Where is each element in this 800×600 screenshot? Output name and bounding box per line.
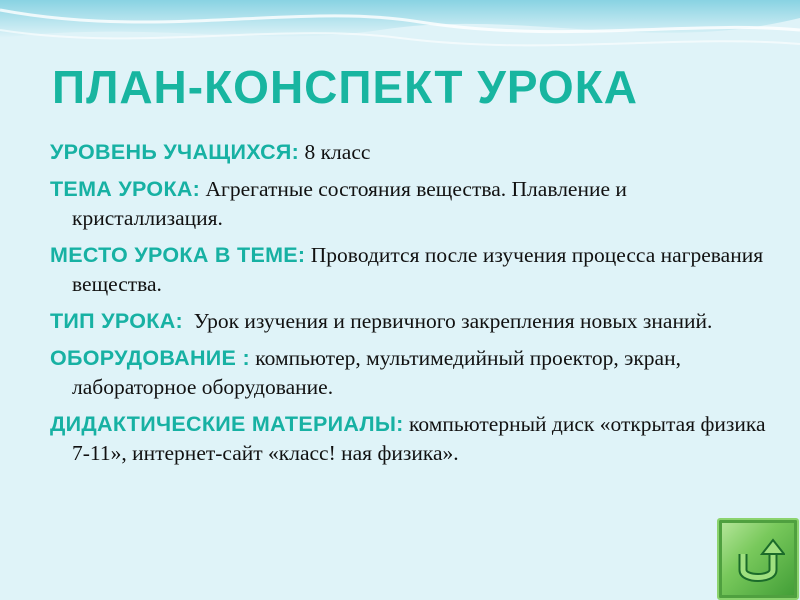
detail-label: УРОВЕНЬ УЧАЩИХСЯ: xyxy=(50,140,300,164)
detail-lesson-type xyxy=(50,307,770,336)
detail-value: компьютер, мультимедийный проектор, экран, лабораторное оборудование. xyxy=(72,346,681,399)
page-title: ПЛАН-КОНСПЕКТ УРОКА xyxy=(52,61,639,113)
detail-value: Агрегатные состояния вещества. Плавление и кристаллизация. xyxy=(72,177,627,230)
detail-materials xyxy=(50,410,770,468)
detail-lesson-place xyxy=(50,241,770,299)
detail-label: ТИП УРОКА: xyxy=(50,309,183,333)
detail-value: 8 класс xyxy=(299,140,371,164)
detail-label: ОБОРУДОВАНИЕ : xyxy=(50,346,250,370)
detail-student-level xyxy=(50,138,770,167)
detail-value: Проводится после изучения процесса нагревания вещества. xyxy=(72,243,764,296)
detail-label: ДИДАКТИЧЕСКИЕ МАТЕРИАЛЫ: xyxy=(50,412,404,436)
detail-value: Урок изучения и первичного закрепления новых знаний. xyxy=(182,309,713,333)
lesson-details xyxy=(50,138,770,476)
u-turn-arrow-icon xyxy=(731,532,785,586)
return-button[interactable] xyxy=(717,518,799,600)
detail-label: ТЕМА УРОКА: xyxy=(50,177,201,201)
detail-lesson-topic xyxy=(50,175,770,233)
detail-equipment xyxy=(50,344,770,402)
detail-value: компьютерный диск «открытая физика 7-11», интернет-сайт «класс! ная физика». xyxy=(72,412,766,465)
detail-label: МЕСТО УРОКА В ТЕМЕ: xyxy=(50,243,306,267)
